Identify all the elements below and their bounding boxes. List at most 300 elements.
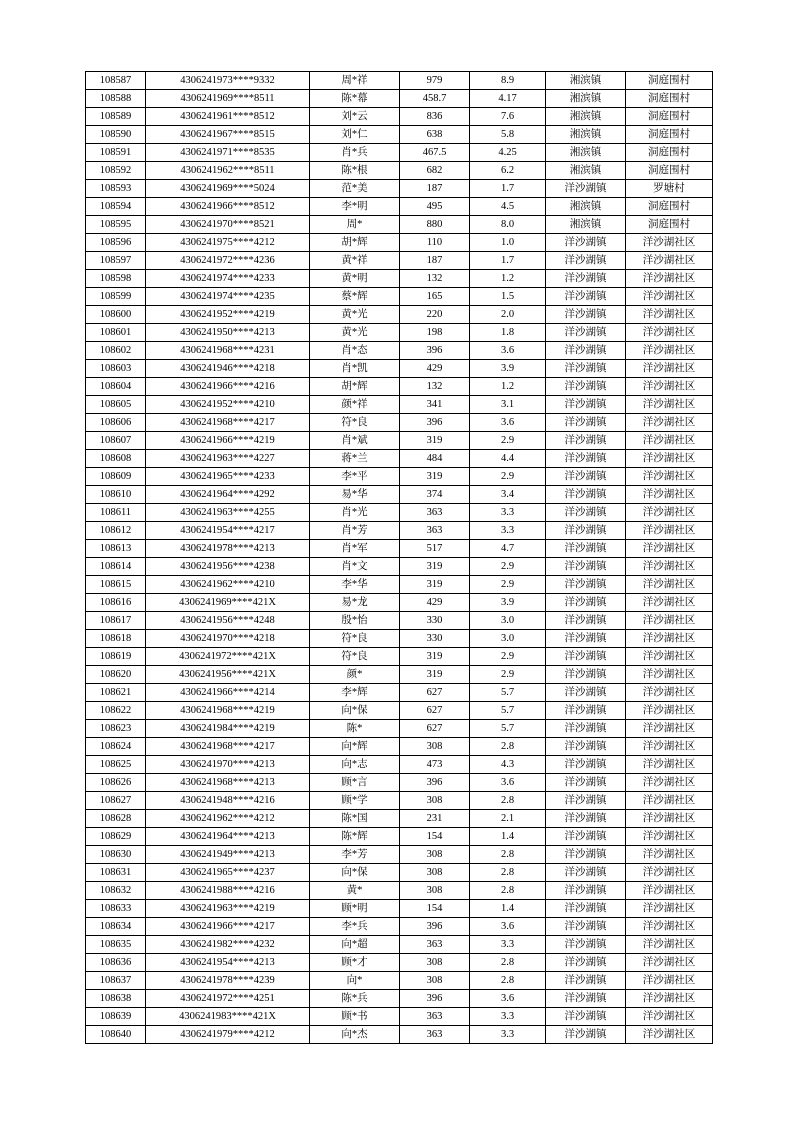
town-cell: 洋沙湖镇 (546, 540, 626, 558)
village-cell: 洋沙湖社区 (626, 396, 713, 414)
id-number-cell: 4306241956****4238 (146, 558, 310, 576)
town-cell: 洋沙湖镇 (546, 234, 626, 252)
table-row (86, 504, 713, 522)
id-number-cell: 4306241965****4237 (146, 864, 310, 882)
rate-cell: 4.17 (470, 90, 546, 108)
serial-number-cell: 108619 (86, 648, 146, 666)
serial-number-cell: 108612 (86, 522, 146, 540)
table-row (86, 162, 713, 180)
amount-cell: 682 (400, 162, 470, 180)
serial-number-cell: 108628 (86, 810, 146, 828)
serial-number-cell: 108635 (86, 936, 146, 954)
rate-cell: 2.8 (470, 882, 546, 900)
village-cell: 洋沙湖社区 (626, 774, 713, 792)
town-cell: 洋沙湖镇 (546, 846, 626, 864)
rate-cell: 1.2 (470, 378, 546, 396)
amount-cell: 363 (400, 936, 470, 954)
serial-number-cell: 108622 (86, 702, 146, 720)
amount-cell: 363 (400, 504, 470, 522)
village-cell: 洋沙湖社区 (626, 576, 713, 594)
serial-number-cell: 108627 (86, 792, 146, 810)
amount-cell: 110 (400, 234, 470, 252)
town-cell: 洋沙湖镇 (546, 396, 626, 414)
name-cell: 肖*光 (310, 504, 400, 522)
rate-cell: 2.8 (470, 864, 546, 882)
rate-cell: 8.0 (470, 216, 546, 234)
amount-cell: 429 (400, 360, 470, 378)
name-cell: 周* (310, 216, 400, 234)
id-number-cell: 4306241956****4248 (146, 612, 310, 630)
table-row (86, 630, 713, 648)
town-cell: 洋沙湖镇 (546, 378, 626, 396)
serial-number-cell: 108615 (86, 576, 146, 594)
name-cell: 向*保 (310, 864, 400, 882)
amount-cell: 308 (400, 738, 470, 756)
village-cell: 洞庭围村 (626, 126, 713, 144)
rate-cell: 2.8 (470, 792, 546, 810)
village-cell: 洋沙湖社区 (626, 648, 713, 666)
rate-cell: 6.2 (470, 162, 546, 180)
id-number-cell: 4306241966****4214 (146, 684, 310, 702)
id-number-cell: 4306241964****4292 (146, 486, 310, 504)
amount-cell: 308 (400, 846, 470, 864)
town-cell: 洋沙湖镇 (546, 900, 626, 918)
amount-cell: 363 (400, 1008, 470, 1026)
name-cell: 黄*祥 (310, 252, 400, 270)
village-cell: 洋沙湖社区 (626, 666, 713, 684)
amount-cell: 627 (400, 720, 470, 738)
town-cell: 洋沙湖镇 (546, 756, 626, 774)
serial-number-cell: 108617 (86, 612, 146, 630)
village-cell: 洋沙湖社区 (626, 720, 713, 738)
name-cell: 肖*凯 (310, 360, 400, 378)
town-cell: 湘滨镇 (546, 72, 626, 90)
name-cell: 李*明 (310, 198, 400, 216)
town-cell: 湘滨镇 (546, 108, 626, 126)
amount-cell: 154 (400, 828, 470, 846)
town-cell: 洋沙湖镇 (546, 270, 626, 288)
table-row (86, 810, 713, 828)
village-cell: 洋沙湖社区 (626, 864, 713, 882)
rate-cell: 3.3 (470, 936, 546, 954)
town-cell: 洋沙湖镇 (546, 414, 626, 432)
serial-number-cell: 108596 (86, 234, 146, 252)
serial-number-cell: 108618 (86, 630, 146, 648)
town-cell: 洋沙湖镇 (546, 990, 626, 1008)
name-cell: 殷*怡 (310, 612, 400, 630)
town-cell: 湘滨镇 (546, 216, 626, 234)
id-number-cell: 4306241968****4231 (146, 342, 310, 360)
name-cell: 肖*兵 (310, 144, 400, 162)
table-row (86, 432, 713, 450)
village-cell: 洋沙湖社区 (626, 360, 713, 378)
rate-cell: 2.8 (470, 738, 546, 756)
serial-number-cell: 108640 (86, 1026, 146, 1044)
id-number-cell: 4306241970****4218 (146, 630, 310, 648)
id-number-cell: 4306241962****8511 (146, 162, 310, 180)
rate-cell: 2.9 (470, 648, 546, 666)
id-number-cell: 4306241963****4227 (146, 450, 310, 468)
serial-number-cell: 108609 (86, 468, 146, 486)
name-cell: 陈*兵 (310, 990, 400, 1008)
table-row (86, 648, 713, 666)
table-row (86, 882, 713, 900)
village-cell: 洋沙湖社区 (626, 414, 713, 432)
amount-cell: 319 (400, 648, 470, 666)
amount-cell: 484 (400, 450, 470, 468)
id-number-cell: 4306241970****4213 (146, 756, 310, 774)
table-row (86, 612, 713, 630)
name-cell: 胡*辉 (310, 234, 400, 252)
village-cell: 洞庭围村 (626, 198, 713, 216)
town-cell: 洋沙湖镇 (546, 324, 626, 342)
name-cell: 刘*云 (310, 108, 400, 126)
table-row (86, 792, 713, 810)
town-cell: 洋沙湖镇 (546, 648, 626, 666)
rate-cell: 1.2 (470, 270, 546, 288)
town-cell: 洋沙湖镇 (546, 936, 626, 954)
rate-cell: 5.7 (470, 702, 546, 720)
serial-number-cell: 108592 (86, 162, 146, 180)
rate-cell: 3.6 (470, 342, 546, 360)
id-number-cell: 4306241966****4219 (146, 432, 310, 450)
id-number-cell: 4306241962****4212 (146, 810, 310, 828)
table-row (86, 342, 713, 360)
table-row (86, 666, 713, 684)
name-cell: 顾*学 (310, 792, 400, 810)
id-number-cell: 4306241975****4212 (146, 234, 310, 252)
amount-cell: 363 (400, 1026, 470, 1044)
id-number-cell: 4306241967****8515 (146, 126, 310, 144)
id-number-cell: 4306241968****4213 (146, 774, 310, 792)
rate-cell: 1.5 (470, 288, 546, 306)
id-number-cell: 4306241966****4216 (146, 378, 310, 396)
table-row (86, 954, 713, 972)
rate-cell: 8.9 (470, 72, 546, 90)
id-number-cell: 4306241970****8521 (146, 216, 310, 234)
rate-cell: 2.0 (470, 306, 546, 324)
amount-cell: 220 (400, 306, 470, 324)
name-cell: 向*保 (310, 702, 400, 720)
amount-cell: 308 (400, 954, 470, 972)
rate-cell: 2.9 (470, 576, 546, 594)
village-cell: 洞庭围村 (626, 72, 713, 90)
town-cell: 洋沙湖镇 (546, 288, 626, 306)
id-number-cell: 4306241972****4236 (146, 252, 310, 270)
village-cell: 洋沙湖社区 (626, 324, 713, 342)
town-cell: 洋沙湖镇 (546, 1008, 626, 1026)
village-cell: 罗塘村 (626, 180, 713, 198)
table-row (86, 774, 713, 792)
rate-cell: 3.6 (470, 918, 546, 936)
amount-cell: 396 (400, 774, 470, 792)
amount-cell: 319 (400, 558, 470, 576)
table-row (86, 828, 713, 846)
rate-cell: 2.8 (470, 972, 546, 990)
town-cell: 湘滨镇 (546, 198, 626, 216)
village-cell: 洋沙湖社区 (626, 342, 713, 360)
name-cell: 周*祥 (310, 72, 400, 90)
name-cell: 李*华 (310, 576, 400, 594)
village-cell: 洋沙湖社区 (626, 972, 713, 990)
village-cell: 洋沙湖社区 (626, 270, 713, 288)
name-cell: 刘*仁 (310, 126, 400, 144)
name-cell: 顾*言 (310, 774, 400, 792)
amount-cell: 198 (400, 324, 470, 342)
rate-cell: 3.1 (470, 396, 546, 414)
table-row (86, 1008, 713, 1026)
town-cell: 洋沙湖镇 (546, 774, 626, 792)
id-number-cell: 4306241966****8512 (146, 198, 310, 216)
village-cell: 洋沙湖社区 (626, 234, 713, 252)
rate-cell: 2.8 (470, 846, 546, 864)
town-cell: 洋沙湖镇 (546, 486, 626, 504)
town-cell: 洋沙湖镇 (546, 360, 626, 378)
serial-number-cell: 108591 (86, 144, 146, 162)
rate-cell: 2.9 (470, 558, 546, 576)
rate-cell: 3.6 (470, 414, 546, 432)
amount-cell: 187 (400, 252, 470, 270)
town-cell: 湘滨镇 (546, 126, 626, 144)
town-cell: 洋沙湖镇 (546, 504, 626, 522)
town-cell: 洋沙湖镇 (546, 828, 626, 846)
village-cell: 洋沙湖社区 (626, 594, 713, 612)
id-number-cell: 4306241969****5024 (146, 180, 310, 198)
rate-cell: 2.9 (470, 666, 546, 684)
rate-cell: 5.8 (470, 126, 546, 144)
serial-number-cell: 108624 (86, 738, 146, 756)
name-cell: 陈* (310, 720, 400, 738)
name-cell: 向* (310, 972, 400, 990)
village-cell: 洞庭围村 (626, 144, 713, 162)
table-row (86, 864, 713, 882)
id-number-cell: 4306241968****4217 (146, 738, 310, 756)
rate-cell: 3.4 (470, 486, 546, 504)
village-cell: 洋沙湖社区 (626, 954, 713, 972)
name-cell: 陈*根 (310, 162, 400, 180)
town-cell: 洋沙湖镇 (546, 882, 626, 900)
serial-number-cell: 108631 (86, 864, 146, 882)
serial-number-cell: 108605 (86, 396, 146, 414)
id-number-cell: 4306241952****4219 (146, 306, 310, 324)
village-cell: 洋沙湖社区 (626, 288, 713, 306)
serial-number-cell: 108623 (86, 720, 146, 738)
village-cell: 洋沙湖社区 (626, 738, 713, 756)
id-number-cell: 4306241961****8512 (146, 108, 310, 126)
table-row (86, 216, 713, 234)
serial-number-cell: 108598 (86, 270, 146, 288)
serial-number-cell: 108629 (86, 828, 146, 846)
name-cell: 易*华 (310, 486, 400, 504)
amount-cell: 132 (400, 270, 470, 288)
table-row (86, 360, 713, 378)
village-cell: 洋沙湖社区 (626, 522, 713, 540)
rate-cell: 2.9 (470, 432, 546, 450)
village-cell: 洞庭围村 (626, 108, 713, 126)
amount-cell: 330 (400, 612, 470, 630)
table-row (86, 576, 713, 594)
amount-cell: 627 (400, 702, 470, 720)
name-cell: 李*兵 (310, 918, 400, 936)
name-cell: 黄*光 (310, 324, 400, 342)
id-number-cell: 4306241979****4212 (146, 1026, 310, 1044)
serial-number-cell: 108625 (86, 756, 146, 774)
table-row (86, 684, 713, 702)
village-cell: 洋沙湖社区 (626, 900, 713, 918)
name-cell: 陈*辉 (310, 828, 400, 846)
name-cell: 肖*态 (310, 342, 400, 360)
town-cell: 洋沙湖镇 (546, 450, 626, 468)
serial-number-cell: 108593 (86, 180, 146, 198)
id-number-cell: 4306241946****4218 (146, 360, 310, 378)
village-cell: 洋沙湖社区 (626, 450, 713, 468)
name-cell: 肖*文 (310, 558, 400, 576)
amount-cell: 132 (400, 378, 470, 396)
serial-number-cell: 108590 (86, 126, 146, 144)
amount-cell: 396 (400, 990, 470, 1008)
id-number-cell: 4306241972****421X (146, 648, 310, 666)
village-cell: 洋沙湖社区 (626, 612, 713, 630)
id-number-cell: 4306241969****421X (146, 594, 310, 612)
table-row (86, 252, 713, 270)
amount-cell: 880 (400, 216, 470, 234)
town-cell: 洋沙湖镇 (546, 954, 626, 972)
village-cell: 洋沙湖社区 (626, 504, 713, 522)
rate-cell: 3.3 (470, 1008, 546, 1026)
amount-cell: 319 (400, 468, 470, 486)
id-number-cell: 4306241968****4219 (146, 702, 310, 720)
amount-cell: 396 (400, 342, 470, 360)
town-cell: 湘滨镇 (546, 90, 626, 108)
name-cell: 范*美 (310, 180, 400, 198)
table-row (86, 234, 713, 252)
town-cell: 洋沙湖镇 (546, 738, 626, 756)
town-cell: 洋沙湖镇 (546, 918, 626, 936)
amount-cell: 627 (400, 684, 470, 702)
village-cell: 洋沙湖社区 (626, 792, 713, 810)
town-cell: 洋沙湖镇 (546, 702, 626, 720)
serial-number-cell: 108595 (86, 216, 146, 234)
name-cell: 易*龙 (310, 594, 400, 612)
town-cell: 洋沙湖镇 (546, 864, 626, 882)
id-number-cell: 4306241988****4216 (146, 882, 310, 900)
name-cell: 顾*明 (310, 900, 400, 918)
serial-number-cell: 108594 (86, 198, 146, 216)
village-cell: 洋沙湖社区 (626, 630, 713, 648)
table-row (86, 378, 713, 396)
rate-cell: 2.9 (470, 468, 546, 486)
serial-number-cell: 108601 (86, 324, 146, 342)
id-number-cell: 4306241978****4239 (146, 972, 310, 990)
id-number-cell: 4306241972****4251 (146, 990, 310, 1008)
amount-cell: 467.5 (400, 144, 470, 162)
amount-cell: 341 (400, 396, 470, 414)
town-cell: 洋沙湖镇 (546, 810, 626, 828)
name-cell: 肖*斌 (310, 432, 400, 450)
amount-cell: 308 (400, 792, 470, 810)
id-number-cell: 4306241983****421X (146, 1008, 310, 1026)
table-row (86, 126, 713, 144)
rate-cell: 3.3 (470, 1026, 546, 1044)
town-cell: 洋沙湖镇 (546, 576, 626, 594)
town-cell: 洋沙湖镇 (546, 630, 626, 648)
village-cell: 洋沙湖社区 (626, 378, 713, 396)
village-cell: 洋沙湖社区 (626, 684, 713, 702)
serial-number-cell: 108621 (86, 684, 146, 702)
serial-number-cell: 108610 (86, 486, 146, 504)
village-cell: 洋沙湖社区 (626, 936, 713, 954)
rate-cell: 7.6 (470, 108, 546, 126)
serial-number-cell: 108613 (86, 540, 146, 558)
id-number-cell: 4306241969****8511 (146, 90, 310, 108)
name-cell: 李*辉 (310, 684, 400, 702)
village-cell: 洋沙湖社区 (626, 828, 713, 846)
village-cell: 洋沙湖社区 (626, 810, 713, 828)
id-number-cell: 4306241964****4213 (146, 828, 310, 846)
id-number-cell: 4306241984****4219 (146, 720, 310, 738)
table-row (86, 540, 713, 558)
village-cell: 洋沙湖社区 (626, 756, 713, 774)
serial-number-cell: 108633 (86, 900, 146, 918)
id-number-cell: 4306241963****4255 (146, 504, 310, 522)
name-cell: 黄*光 (310, 306, 400, 324)
id-number-cell: 4306241954****4217 (146, 522, 310, 540)
rate-cell: 3.6 (470, 990, 546, 1008)
rate-cell: 5.7 (470, 720, 546, 738)
table-row (86, 270, 713, 288)
village-cell: 洋沙湖社区 (626, 1026, 713, 1044)
name-cell: 颜* (310, 666, 400, 684)
amount-cell: 319 (400, 576, 470, 594)
village-cell: 洋沙湖社区 (626, 432, 713, 450)
town-cell: 洋沙湖镇 (546, 594, 626, 612)
rate-cell: 3.3 (470, 522, 546, 540)
rate-cell: 4.3 (470, 756, 546, 774)
town-cell: 洋沙湖镇 (546, 252, 626, 270)
serial-number-cell: 108603 (86, 360, 146, 378)
town-cell: 洋沙湖镇 (546, 558, 626, 576)
id-number-cell: 4306241954****4213 (146, 954, 310, 972)
rate-cell: 2.8 (470, 954, 546, 972)
town-cell: 洋沙湖镇 (546, 666, 626, 684)
village-cell: 洞庭围村 (626, 216, 713, 234)
id-number-cell: 4306241949****4213 (146, 846, 310, 864)
table-row (86, 594, 713, 612)
serial-number-cell: 108587 (86, 72, 146, 90)
village-cell: 洋沙湖社区 (626, 990, 713, 1008)
town-cell: 洋沙湖镇 (546, 180, 626, 198)
amount-cell: 517 (400, 540, 470, 558)
amount-cell: 495 (400, 198, 470, 216)
serial-number-cell: 108611 (86, 504, 146, 522)
table-row (86, 144, 713, 162)
id-number-cell: 4306241973****9332 (146, 72, 310, 90)
serial-number-cell: 108600 (86, 306, 146, 324)
name-cell: 肖*芳 (310, 522, 400, 540)
rate-cell: 1.8 (470, 324, 546, 342)
table-row (86, 306, 713, 324)
table-row (86, 72, 713, 90)
rate-cell: 4.5 (470, 198, 546, 216)
amount-cell: 473 (400, 756, 470, 774)
name-cell: 符*良 (310, 630, 400, 648)
id-number-cell: 4306241962****4210 (146, 576, 310, 594)
amount-cell: 374 (400, 486, 470, 504)
serial-number-cell: 108639 (86, 1008, 146, 1026)
name-cell: 蔡*辉 (310, 288, 400, 306)
table-row (86, 558, 713, 576)
amount-cell: 308 (400, 972, 470, 990)
